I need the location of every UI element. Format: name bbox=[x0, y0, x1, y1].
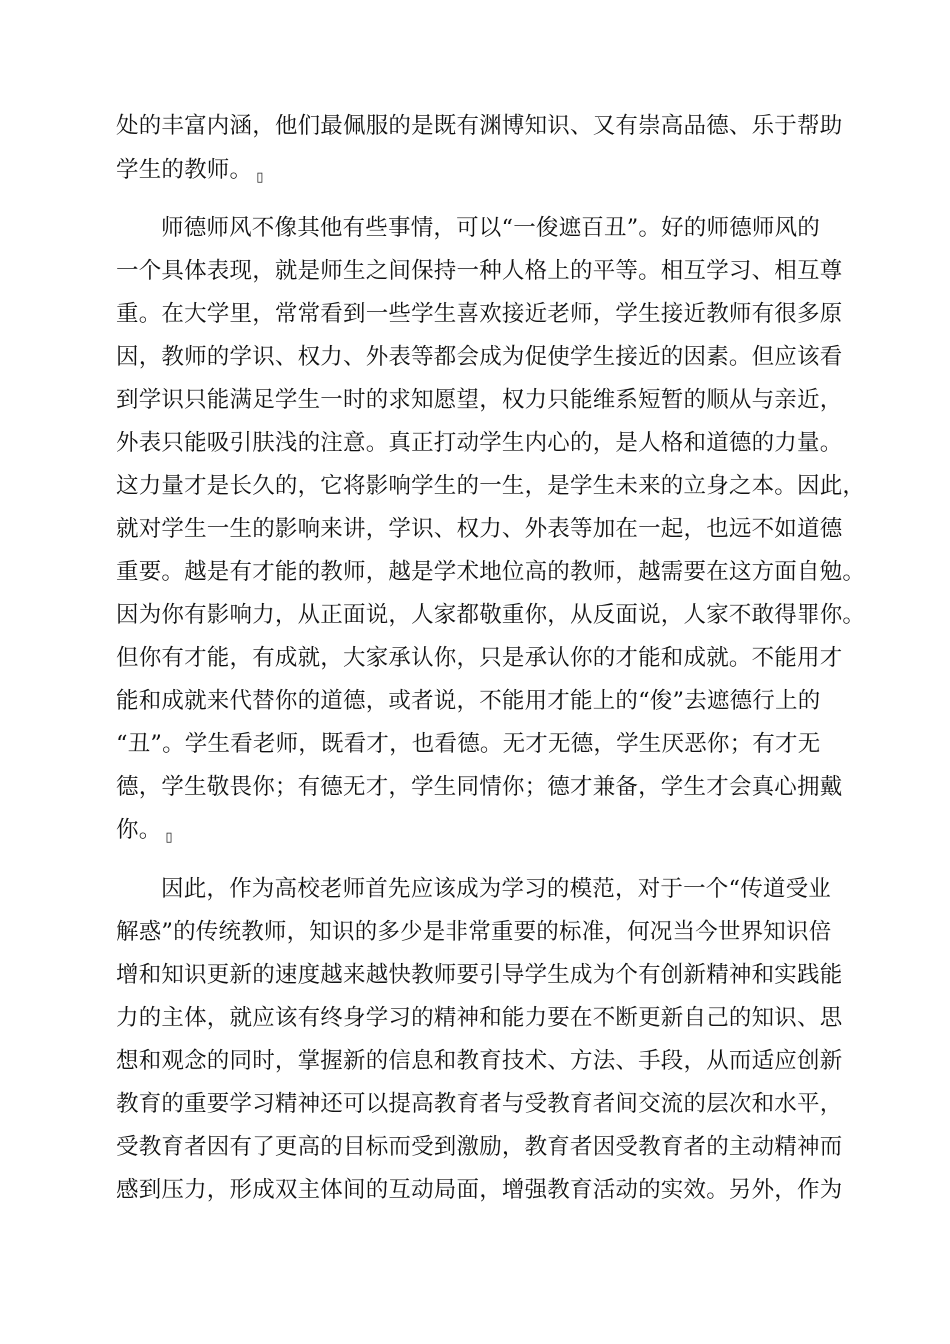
paragraph-2-line-15-text: 你。 bbox=[116, 817, 162, 843]
paragraph-2-line-6: 外表只能吸引肤浅的注意。真正打动学生内心的，是人格和道德的力量。 bbox=[116, 430, 843, 456]
paragraph-1-line-2-text: 学生的教师。 bbox=[116, 157, 253, 183]
paragraph-2-line-8: 就对学生一生的影响来讲，学识、权力、外表等加在一起，也远不如道德 bbox=[116, 516, 843, 542]
paragraph-2-line-4: 因，教师的学识、权力、外表等都会成为促使学生接近的因素。但应该看 bbox=[116, 344, 843, 370]
paragraph-end-mark: ▯ bbox=[256, 170, 264, 185]
paragraph-3-line-7: 受教育者因有了更高的目标而受到激励，教育者因受教育者的主动精神而 bbox=[116, 1134, 843, 1160]
paragraph-3-line-4: 力的主体，就应该有终身学习的精神和能力要在不断更新自己的知识、思 bbox=[116, 1005, 843, 1031]
paragraph-2-line-11: 但你有才能，有成就，大家承认你，只是承认你的才能和成就。不能用才 bbox=[116, 645, 843, 671]
paragraph-2-line-2: 一个具体表现，就是师生之间保持一种人格上的平等。相互学习、相互尊 bbox=[116, 258, 843, 284]
paragraph-2-line-5: 到学识只能满足学生一时的求知愿望，权力只能维系短暂的顺从与亲近， bbox=[116, 387, 843, 413]
paragraph-2-line-14: 德，学生敬畏你；有德无才，学生同情你；德才兼备，学生才会真心拥戴 bbox=[116, 774, 843, 800]
paragraph-2-line-3: 重。在大学里，常常看到一些学生喜欢接近老师，学生接近教师有很多原 bbox=[116, 301, 843, 327]
paragraph-2-line-12: 能和成就来代替你的道德，或者说，不能用才能上的“俊”去遮德行上的 bbox=[116, 688, 821, 714]
paragraph-1-line-1: 处的丰富内涵，他们最佩服的是既有渊博知识、又有崇高品德、乐于帮助 bbox=[116, 113, 843, 139]
paragraph-3-line-5: 想和观念的同时，掌握新的信息和教育技术、方法、手段，从而适应创新 bbox=[116, 1048, 843, 1074]
paragraph-2-line-1: 师德师风不像其他有些事情，可以“一俊遮百丑”。好的师德师风的 bbox=[161, 215, 821, 241]
paragraph-3-line-8: 感到压力，形成双主体间的互动局面，增强教育活动的实效。另外，作为 bbox=[116, 1177, 843, 1203]
paragraph-3-line-6: 教育的重要学习精神还可以提高教育者与受教育者间交流的层次和水平， bbox=[116, 1091, 843, 1117]
paragraph-3-line-3: 增和知识更新的速度越来越快教师要引导学生成为个有创新精神和实践能 bbox=[116, 962, 843, 988]
paragraph-3-line-1: 因此，作为高校老师首先应该成为学习的模范，对于一个“传道受业 bbox=[161, 876, 832, 902]
paragraph-1-line-2 bbox=[116, 155, 264, 193]
paragraph-end-mark: ▯ bbox=[165, 830, 173, 845]
paragraph-2-line-10: 因为你有影响力，从正面说，人家都敬重你，从反面说，人家不敢得罪你。 bbox=[116, 602, 866, 628]
paragraph-3-line-2: 解惑”的传统教师，知识的多少是非常重要的标准，何况当今世界知识倍 bbox=[116, 919, 832, 945]
paragraph-2-line-7: 这力量才是长久的，它将影响学生的一生，是学生未来的立身之本。因此， bbox=[116, 473, 866, 499]
paragraph-2-line-15 bbox=[116, 815, 173, 853]
paragraph-2-line-13: “丑”。学生看老师，既看才，也看德。无才无德，学生厌恶你；有才无 bbox=[116, 731, 821, 757]
paragraph-2-line-9: 重要。越是有才能的教师，越是学术地位高的教师，越需要在这方面自勉。 bbox=[116, 559, 866, 585]
